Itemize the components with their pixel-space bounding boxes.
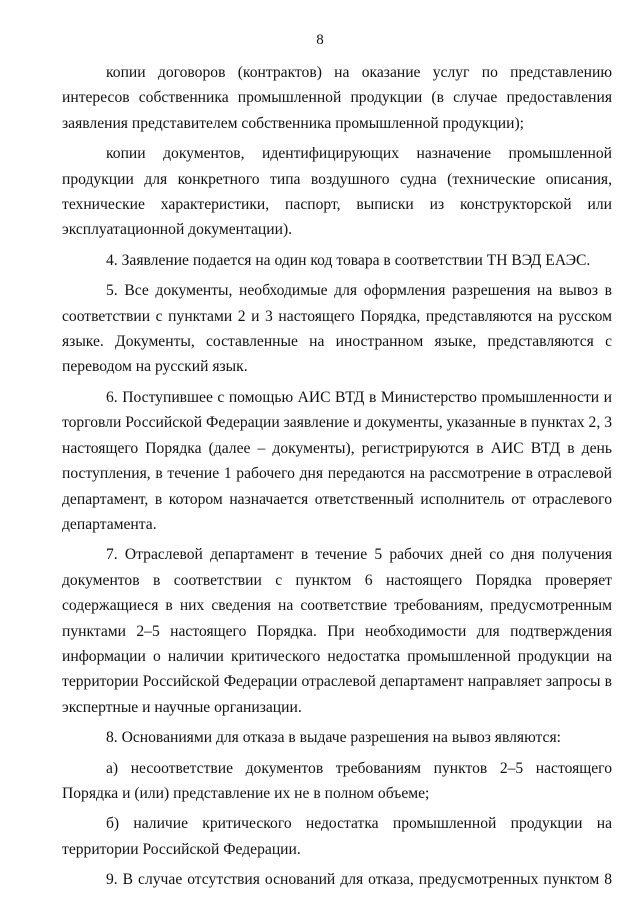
paragraph-contracts-copies: копии договоров (контрактов) на оказание услуг по представлению интересов собственника промышленной продукции (в случае предоставления заявления представителем собственника промышленной продукции); — [62, 64, 612, 132]
paragraph-item-7: 7. Отраслевой департамент в течение 5 рабочих дней со дня получения документов в соответствии с пунктом 6 настоящего Порядка проверяет содержащиеся в них сведения на соответствие требованиям, предусмотренным пунктами 2–5 настоящего Порядка. При необходимости для подтверждения информации о наличии критического недостатка промышленной продукции на территории Российской Федерации отраслевой департамент направляет запросы в экспертные и научные организации. — [62, 546, 612, 716]
paragraph-item-9: 9. В случае отсутствия оснований для отказа, предусмотренных пунктом 8 — [106, 871, 612, 889]
paragraph-item-8: 8. Основаниями для отказа в выдаче разрешения на вывоз являются: — [106, 729, 561, 747]
paragraph-item-8b: б) наличие критического недостатка промышленной продукции на территории Российской Федерации. — [62, 815, 612, 858]
paragraph-item-5: 5. Все документы, необходимые для оформления разрешения на вывоз в соответствии с пунктами 2 и 3 настоящего Порядка, представляются на русском языке. Документы, составленные на иностранном языке, представляются с переводом на русский язык. — [62, 282, 612, 376]
paragraph-item-6: 6. Поступившее с помощью АИС ВТД в Министерство промышленности и торговли Российской Федерации заявление и документы, указанные в пунктах 2, 3 настоящего Порядка (далее – документы), регистрируются в АИС ВТД в день поступления, в течение 1 рабочего дня передаются на рассмотрение в отраслевой департамент, в котором назначается ответственный исполнитель от отраслевого департамента. — [62, 388, 612, 533]
document-body — [62, 60, 612, 893]
page-number: 8 — [316, 32, 324, 48]
paragraph-identification-documents: копии документов, идентифицирующих назначение промышленной продукции для конкретного типа воздушного судна (технические описания, технические характеристики, паспорт, выписки из конструкторской или эксплуатационной документации). — [62, 145, 612, 239]
paragraph-item-8a: а) несоответствие документов требованиям пунктов 2–5 настоящего Порядка и (или) представление их не в полном объеме; — [62, 759, 612, 802]
paragraph-item-4: 4. Заявление подается на один код товара в соответствии ТН ВЭД ЕАЭС. — [106, 251, 591, 269]
